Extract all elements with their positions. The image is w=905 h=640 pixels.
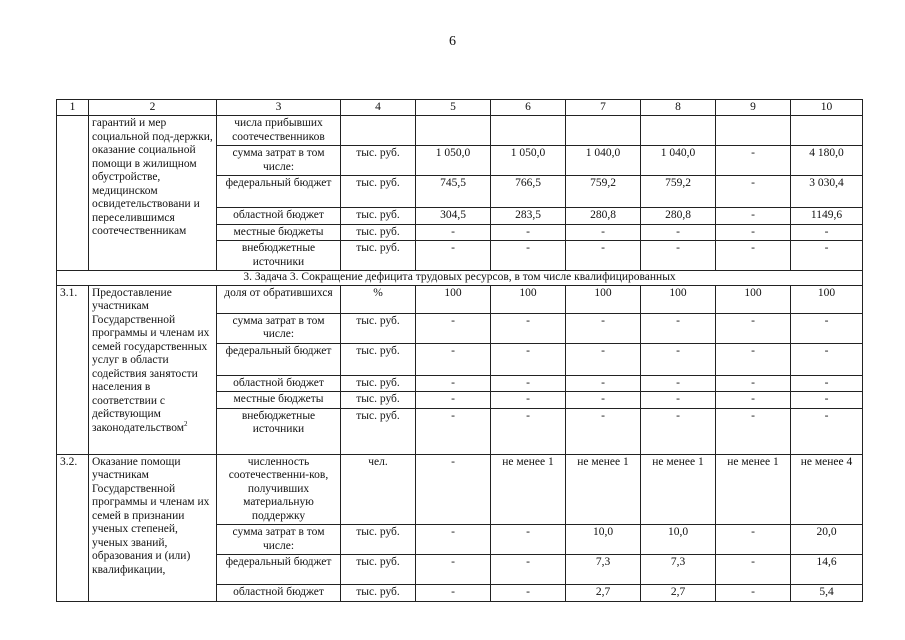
unit-cell: тыс. руб. [341, 313, 416, 343]
indicator-cell: областной бюджет [217, 375, 341, 392]
value-cell: - [641, 392, 716, 409]
value-cell: не менее 1 [641, 454, 716, 525]
value-cell: - [716, 375, 791, 392]
indicator-cell: сумма затрат в том числе: [217, 313, 341, 343]
value-cell: - [641, 313, 716, 343]
column-number: 5 [416, 100, 491, 116]
value-cell: - [716, 585, 791, 602]
unit-cell: тыс. руб. [341, 224, 416, 241]
value-cell: 759,2 [566, 176, 641, 208]
value-cell: - [416, 408, 491, 454]
unit-cell: тыс. руб. [341, 146, 416, 176]
value-cell: 766,5 [491, 176, 566, 208]
value-cell: 100 [791, 285, 863, 313]
column-number: 7 [566, 100, 641, 116]
value-cell: - [416, 224, 491, 241]
value-cell: - [491, 224, 566, 241]
table-row [57, 454, 863, 525]
value-cell: 759,2 [641, 176, 716, 208]
indicator-cell: областной бюджет [217, 585, 341, 602]
value-cell: 100 [491, 285, 566, 313]
value-cell: - [491, 585, 566, 602]
value-cell: не менее 4 [791, 454, 863, 525]
value-cell: 1 050,0 [416, 146, 491, 176]
value-cell: - [491, 392, 566, 409]
indicator-cell: областной бюджет [217, 208, 341, 225]
value-cell: - [641, 241, 716, 271]
value-cell: - [641, 408, 716, 454]
value-cell: - [566, 375, 641, 392]
value-cell: - [716, 241, 791, 271]
value-cell: - [491, 313, 566, 343]
value-cell: 10,0 [641, 525, 716, 555]
indicator-cell: доля от обратившихся [217, 285, 341, 313]
value-cell: 1149,6 [791, 208, 863, 225]
value-cell [416, 116, 491, 146]
value-cell: - [716, 313, 791, 343]
value-cell: - [491, 525, 566, 555]
unit-cell: тыс. руб. [341, 241, 416, 271]
value-cell: 100 [566, 285, 641, 313]
value-cell: 4 180,0 [791, 146, 863, 176]
value-cell: не менее 1 [566, 454, 641, 525]
item-name-cell [89, 285, 217, 454]
value-cell: 10,0 [566, 525, 641, 555]
indicator-cell: федеральный бюджет [217, 176, 341, 208]
unit-cell: тыс. руб. [341, 392, 416, 409]
value-cell: 7,3 [641, 555, 716, 585]
unit-cell: тыс. руб. [341, 555, 416, 585]
value-cell: - [416, 343, 491, 375]
value-cell: - [716, 176, 791, 208]
value-cell: - [491, 241, 566, 271]
value-cell: не менее 1 [716, 454, 791, 525]
unit-cell: тыс. руб. [341, 343, 416, 375]
value-cell: - [566, 313, 641, 343]
indicator-cell: местные бюджеты [217, 224, 341, 241]
value-cell: - [716, 208, 791, 225]
value-cell: - [416, 392, 491, 409]
value-cell: 5,4 [791, 585, 863, 602]
value-cell: - [716, 525, 791, 555]
column-number: 10 [791, 100, 863, 116]
unit-cell: тыс. руб. [341, 408, 416, 454]
value-cell: 2,7 [641, 585, 716, 602]
value-cell: 1 050,0 [491, 146, 566, 176]
value-cell: 100 [416, 285, 491, 313]
table-row [57, 285, 863, 313]
value-cell: - [641, 343, 716, 375]
value-cell: - [641, 375, 716, 392]
indicator-cell: федеральный бюджет [217, 343, 341, 375]
value-cell: 304,5 [416, 208, 491, 225]
item-number-cell: 3.1. [57, 285, 89, 454]
column-number: 6 [491, 100, 566, 116]
value-cell: - [566, 343, 641, 375]
item-number-cell: 3.2. [57, 454, 89, 602]
item-number-cell [57, 116, 89, 271]
value-cell: - [416, 525, 491, 555]
value-cell: 280,8 [641, 208, 716, 225]
unit-cell: % [341, 285, 416, 313]
value-cell: - [566, 408, 641, 454]
value-cell: - [566, 224, 641, 241]
value-cell: - [491, 343, 566, 375]
value-cell: - [491, 408, 566, 454]
unit-cell: тыс. руб. [341, 375, 416, 392]
value-cell: - [791, 224, 863, 241]
column-number-row [57, 100, 863, 116]
value-cell: - [416, 555, 491, 585]
indicator-cell: федеральный бюджет [217, 555, 341, 585]
value-cell: - [491, 555, 566, 585]
table-row [57, 116, 863, 146]
value-cell: - [791, 392, 863, 409]
value-cell: - [716, 555, 791, 585]
value-cell: - [791, 313, 863, 343]
indicator-cell: местные бюджеты [217, 392, 341, 409]
unit-cell: тыс. руб. [341, 585, 416, 602]
value-cell: 1 040,0 [566, 146, 641, 176]
value-cell: - [716, 146, 791, 176]
value-cell: - [566, 241, 641, 271]
value-cell: 20,0 [791, 525, 863, 555]
item-name-cell: гарантий и мер социальной под-держки, оказание социальной помощи в жилищном обустройстве, медицинском освидетельствовани и переселившимся соотечественникам [89, 116, 217, 271]
indicator-cell: внебюджетные источники [217, 408, 341, 454]
value-cell [791, 116, 863, 146]
value-cell: - [791, 241, 863, 271]
indicator-cell: численность соотечественни-ков, получивших материальную поддержку [217, 454, 341, 525]
value-cell: 1 040,0 [641, 146, 716, 176]
indicator-cell: сумма затрат в том числе: [217, 146, 341, 176]
value-cell: - [416, 375, 491, 392]
value-cell [716, 116, 791, 146]
item-name-text: Предоставление участникам Государственной программы и членам их семей государственных услуг в области содействия занятости населения в соответствии с действующим законодательством [92, 286, 210, 434]
value-cell: - [566, 392, 641, 409]
value-cell: 14,6 [791, 555, 863, 585]
item-name-cell: Оказание помощи участникам Государственной программы и членам их семей в признании ученых степеней, ученых званий, образования и (или) квалификации, [89, 454, 217, 602]
value-cell: - [791, 343, 863, 375]
value-cell: - [416, 241, 491, 271]
value-cell: 745,5 [416, 176, 491, 208]
column-number: 1 [57, 100, 89, 116]
value-cell: - [491, 375, 566, 392]
value-cell [491, 116, 566, 146]
unit-cell: тыс. руб. [341, 176, 416, 208]
indicator-cell: сумма затрат в том числе: [217, 525, 341, 555]
unit-cell: чел. [341, 454, 416, 525]
column-number: 9 [716, 100, 791, 116]
value-cell: - [716, 408, 791, 454]
column-number: 2 [89, 100, 217, 116]
page-number: 6 [449, 34, 456, 49]
value-cell: 2,7 [566, 585, 641, 602]
indicator-cell: внебюджетные источники [217, 241, 341, 271]
unit-cell: тыс. руб. [341, 525, 416, 555]
value-cell: - [791, 375, 863, 392]
value-cell: - [641, 224, 716, 241]
column-number: 3 [217, 100, 341, 116]
value-cell: 283,5 [491, 208, 566, 225]
value-cell: - [716, 343, 791, 375]
value-cell: 100 [641, 285, 716, 313]
column-number: 4 [341, 100, 416, 116]
indicator-cell: числа прибывших соотечественников [217, 116, 341, 146]
value-cell: - [716, 392, 791, 409]
value-cell: - [416, 454, 491, 525]
section-row [57, 271, 863, 286]
value-cell: 100 [716, 285, 791, 313]
value-cell: - [416, 313, 491, 343]
value-cell: - [716, 224, 791, 241]
footnote-marker: 2 [184, 419, 188, 428]
program-table [56, 99, 863, 602]
column-number: 8 [641, 100, 716, 116]
unit-cell [341, 116, 416, 146]
value-cell [566, 116, 641, 146]
value-cell: 7,3 [566, 555, 641, 585]
value-cell: 3 030,4 [791, 176, 863, 208]
section-title: 3. Задача 3. Сокращение дефицита трудовых ресурсов, в том числе квалифицированных [57, 271, 863, 286]
value-cell: - [416, 585, 491, 602]
value-cell: не менее 1 [491, 454, 566, 525]
value-cell: - [791, 408, 863, 454]
value-cell [641, 116, 716, 146]
unit-cell: тыс. руб. [341, 208, 416, 225]
value-cell: 280,8 [566, 208, 641, 225]
